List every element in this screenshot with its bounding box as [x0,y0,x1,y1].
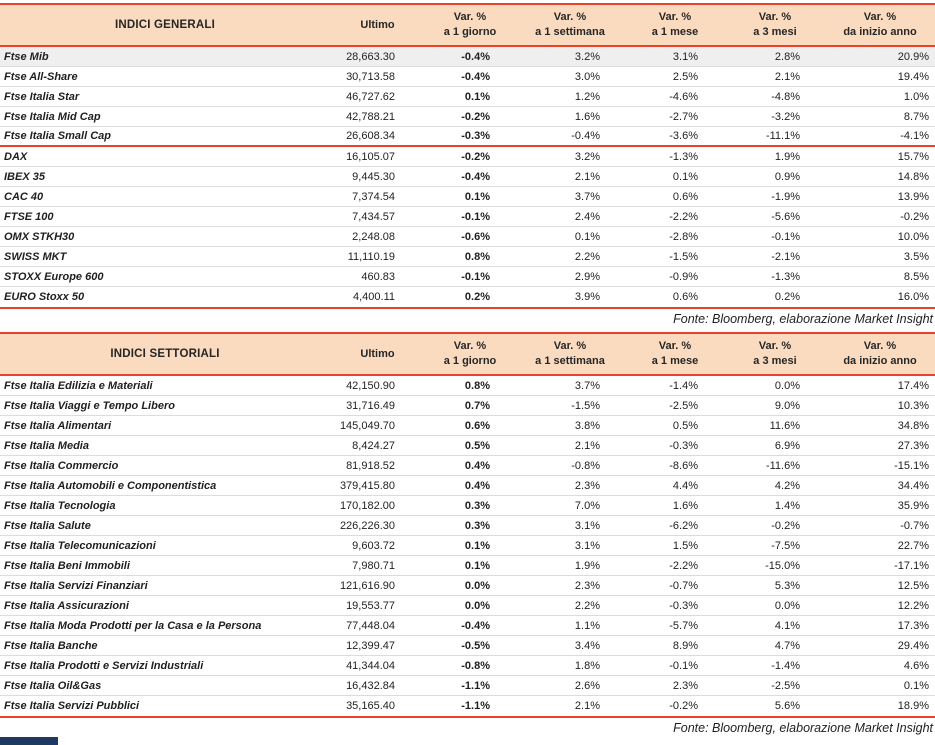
index-name: Ftse All-Share [4,70,78,83]
var-1w-value: 3.2% [574,50,600,63]
var-1d-value: -0.1% [461,270,490,283]
var-1d-value: 0.1% [464,539,490,552]
var-1d-value: -0.3% [461,130,490,142]
index-name: SWISS MKT [4,250,67,263]
var-3m-value: -5.6% [771,210,800,223]
table-row [0,676,935,696]
column-header-ultimo: Ultimo [360,18,395,31]
index-name: Ftse Italia Telecomunicazioni [4,539,156,552]
general-indices-table [0,3,935,309]
index-name: Ftse Italia Beni Immobili [4,559,130,572]
var-3m-value: 4.2% [774,479,800,492]
ultimo-value: 379,415.80 [339,479,395,492]
var-1m-value: 8.9% [672,639,698,652]
table-row [0,616,935,636]
index-name: Ftse Italia Prodotti e Servizi Industriali [4,659,204,672]
var-1w-value: 7.0% [574,499,600,512]
column-header-var-1d [425,334,515,374]
var-1m-value: -0.9% [669,270,698,283]
var-1m-value: -5.7% [669,619,698,632]
var-ytd-value: 22.7% [897,539,929,552]
index-name: Ftse Italia Moda Prodotti per la Casa e la Persona [4,619,262,632]
var-percent-label: Var. % [553,11,587,23]
index-name: Ftse Italia Assicurazioni [4,599,129,612]
table-row [0,536,935,556]
column-header-var-1w [515,334,625,374]
var-1w-value: 3.7% [574,379,600,392]
period-label: a 1 mese [651,26,699,38]
var-1m-value: -3.6% [669,130,698,142]
var-3m-value: 0.0% [774,379,800,392]
ultimo-value: 28,663.30 [346,50,395,63]
index-name: Ftse Italia Commercio [4,459,119,472]
var-3m-value: 9.0% [774,399,800,412]
table-row [0,656,935,676]
var-1d-value: -1.1% [461,700,490,712]
var-ytd-value: 17.4% [897,379,929,392]
table-row [0,267,935,287]
var-1d-value: 0.6% [464,419,490,432]
var-1w-value: -0.8% [571,459,600,472]
index-name: STOXX Europe 600 [4,270,104,283]
var-3m-value: 1.9% [774,150,800,163]
var-ytd-value: 27.3% [897,439,929,452]
var-1d-value: -0.8% [461,659,490,672]
table-header-row [0,5,935,47]
var-1m-value: -2.2% [669,559,698,572]
table-row [0,516,935,536]
column-header-var-3m [725,334,825,374]
var-1d-value: 0.7% [464,399,490,412]
index-name: EURO Stoxx 50 [4,291,85,303]
ultimo-value: 11,110.19 [347,250,395,263]
var-1w-value: 1.2% [574,90,600,103]
table-row [0,87,935,107]
table-row [0,287,935,307]
index-name: DAX [4,150,28,163]
var-ytd-value: 3.5% [903,250,929,263]
var-1w-value: 3.1% [574,519,600,532]
var-1d-value: 0.5% [464,439,490,452]
var-3m-value: 6.9% [774,439,800,452]
table-title: INDICI GENERALI [114,18,216,31]
index-name: Ftse Italia Servizi Finanziari [4,579,148,592]
period-label: a 1 giorno [443,355,497,367]
table-row [0,596,935,616]
var-1w-value: 3.0% [574,70,600,83]
column-header-var-ytd [825,5,935,45]
var-ytd-value: 4.6% [903,659,929,672]
var-1m-value: -1.4% [669,379,698,392]
index-name: Ftse Italia Oil&Gas [4,679,102,692]
var-ytd-value: -0.2% [900,210,929,223]
var-1d-value: -0.4% [461,619,490,632]
var-percent-label: Var. % [553,340,587,352]
var-3m-value: -7.5% [771,539,800,552]
index-name: Ftse Italia Edilizia e Materiali [4,379,153,392]
var-percent-label: Var. % [658,11,692,23]
var-ytd-value: -4.1% [900,130,929,142]
column-header-var-1w [515,5,625,45]
var-1m-value: -0.7% [669,579,698,592]
var-1m-value: 1.5% [672,539,698,552]
var-ytd-value: 19.4% [897,70,929,83]
table-row [0,496,935,516]
var-percent-label: Var. % [758,11,792,23]
var-1m-value: 4.4% [672,479,698,492]
var-1m-value: -0.3% [669,599,698,612]
table-row [0,107,935,127]
column-header-var-ytd [825,334,935,374]
var-ytd-value: 8.7% [903,110,929,123]
ultimo-value: 35,165.40 [346,700,395,712]
table-row [0,476,935,496]
var-ytd-value: 10.3% [897,399,929,412]
var-percent-label: Var. % [453,11,487,23]
var-ytd-value: 8.5% [903,270,929,283]
ultimo-value: 12,399.47 [346,639,395,652]
column-header-var-3m [725,5,825,45]
var-1m-value: -2.2% [669,210,698,223]
sector-indices-table [0,332,935,718]
var-1d-value: -0.5% [461,639,490,652]
var-1m-value: -4.6% [669,90,698,103]
period-label: a 1 settimana [535,355,605,367]
var-1d-value: 0.1% [464,559,490,572]
ultimo-value: 26,608.34 [346,130,395,142]
var-1d-value: -0.2% [461,110,490,123]
var-1w-value: 0.1% [574,230,600,243]
var-3m-value: 0.0% [774,599,800,612]
column-header-ultimo: Ultimo [360,347,395,360]
var-1w-value: 1.8% [574,659,600,672]
index-name: Ftse Italia Small Cap [4,130,111,142]
var-ytd-value: 29.4% [897,639,929,652]
table-body [0,376,935,716]
var-ytd-value: 1.0% [903,90,929,103]
index-name: Ftse Italia Automobili e Componentistica [4,479,217,492]
index-name: IBEX 35 [4,170,45,183]
ultimo-value: 41,344.04 [346,659,395,672]
var-ytd-value: 20.9% [897,50,929,63]
var-1m-value: 1.6% [672,499,698,512]
table-row [0,556,935,576]
var-1d-value: 0.3% [464,519,490,532]
index-name: Ftse Italia Viaggi e Tempo Libero [4,399,175,412]
ultimo-value: 81,918.52 [346,459,395,472]
ultimo-value: 9,603.72 [352,539,395,552]
var-ytd-value: 0.1% [903,679,929,692]
var-1w-value: 3.1% [574,539,600,552]
var-ytd-value: 15.7% [897,150,929,163]
var-1m-value: 2.5% [672,70,698,83]
var-ytd-value: 16.0% [897,291,929,303]
var-3m-value: 4.7% [774,639,800,652]
var-3m-value: -1.3% [771,270,800,283]
var-1d-value: -0.2% [461,150,490,163]
var-3m-value: -4.8% [771,90,800,103]
var-ytd-value: 12.5% [897,579,929,592]
var-3m-value: 4.1% [774,619,800,632]
table-title: INDICI SETTORIALI [110,347,220,360]
var-3m-value: 11.6% [769,419,800,432]
index-name: Ftse Italia Media [4,439,89,452]
table-row [0,636,935,656]
ultimo-value: 8,424.27 [352,439,395,452]
var-1w-value: 2.2% [574,250,600,263]
ultimo-value: 9,445.30 [352,170,395,183]
ultimo-value: 42,788.21 [346,110,395,123]
var-1w-value: 1.1% [574,619,600,632]
var-ytd-value: 14.8% [897,170,929,183]
period-label: a 3 mesi [753,355,797,367]
var-3m-value: -2.5% [771,679,800,692]
var-1m-value: -0.3% [669,439,698,452]
var-1d-value: -0.1% [461,210,490,223]
var-ytd-value: 17.3% [897,619,929,632]
var-percent-label: Var. % [758,340,792,352]
var-1m-value: 0.6% [672,190,698,203]
var-1w-value: 3.8% [574,419,600,432]
ultimo-value: 7,374.54 [352,190,395,203]
var-1m-value: -0.2% [669,700,698,712]
var-3m-value: 2.8% [774,50,800,63]
ultimo-value: 7,434.57 [352,210,395,223]
var-ytd-value: 34.4% [897,479,929,492]
var-1w-value: 2.4% [574,210,600,223]
var-1w-value: 2.6% [574,679,600,692]
var-1d-value: -0.4% [461,50,490,63]
ultimo-value: 42,150.90 [346,379,395,392]
var-1d-value: -1.1% [461,679,490,692]
table-row [0,187,935,207]
var-3m-value: -1.4% [771,659,800,672]
ultimo-value: 170,182.00 [339,499,395,512]
var-3m-value: -3.2% [771,110,800,123]
var-1d-value: 0.1% [464,90,490,103]
ultimo-value: 16,432.84 [346,679,395,692]
var-1m-value: 2.3% [672,679,698,692]
var-3m-value: 0.9% [774,170,800,183]
var-1m-value: -1.3% [669,150,698,163]
source-note: Fonte: Bloomberg, elaborazione Market Insight [673,721,933,735]
period-label: da inizio anno [843,355,917,367]
ultimo-value: 19,553.77 [346,599,395,612]
var-3m-value: -2.1% [771,250,800,263]
var-1d-value: -0.4% [461,170,490,183]
table-row [0,576,935,596]
var-1d-value: 0.4% [464,479,490,492]
ultimo-value: 46,727.62 [346,90,395,103]
var-1w-value: 2.1% [574,700,600,712]
var-3m-value: 0.2% [774,291,800,303]
var-1d-value: 0.8% [464,379,490,392]
var-ytd-value: -0.7% [900,519,929,532]
index-name: Ftse Italia Star [4,90,80,103]
var-3m-value: -11.6% [765,459,800,472]
var-1m-value: 3.1% [672,50,698,63]
index-name: Ftse Italia Mid Cap [4,110,101,123]
var-1d-value: -0.6% [461,230,490,243]
var-1m-value: 0.1% [672,170,698,183]
index-name: Ftse Italia Tecnologia [4,499,116,512]
table-row [0,167,935,187]
var-1m-value: -6.2% [669,519,698,532]
var-3m-value: -11.1% [765,130,800,142]
var-1d-value: 0.3% [464,499,490,512]
var-1d-value: 0.2% [464,291,490,303]
var-3m-value: -0.2% [771,519,800,532]
var-1w-value: 2.3% [574,479,600,492]
table-row [0,247,935,267]
var-1d-value: 0.8% [464,250,490,263]
var-ytd-value: 18.9% [897,700,929,712]
table-row [0,456,935,476]
var-1m-value: 0.6% [672,291,698,303]
var-percent-label: Var. % [863,11,897,23]
var-percent-label: Var. % [453,340,487,352]
var-1d-value: 0.0% [464,579,490,592]
var-1w-value: 2.3% [574,579,600,592]
table-row [0,147,935,167]
var-1m-value: -0.1% [669,659,698,672]
index-name: FTSE 100 [4,210,54,223]
var-1w-value: 1.6% [574,110,600,123]
table-row [0,396,935,416]
var-1w-value: 2.1% [574,170,600,183]
page-footer-bar [0,737,58,745]
var-1w-value: 2.2% [574,599,600,612]
var-ytd-value: 12.2% [897,599,929,612]
period-label: a 1 settimana [535,26,605,38]
table-row [0,227,935,247]
ultimo-value: 30,713.58 [346,70,395,83]
ultimo-value: 460.83 [361,270,395,283]
ultimo-value: 4,400.11 [352,291,395,303]
table-row [0,696,935,716]
ultimo-value: 77,448.04 [346,619,395,632]
var-1w-value: 3.7% [574,190,600,203]
var-1m-value: -8.6% [669,459,698,472]
ultimo-value: 2,248.08 [352,230,395,243]
table-row [0,376,935,396]
var-1m-value: -2.7% [669,110,698,123]
table-row [0,436,935,456]
table-row [0,416,935,436]
var-percent-label: Var. % [863,340,897,352]
var-1d-value: 0.1% [464,190,490,203]
var-1d-value: 0.0% [464,599,490,612]
var-3m-value: 1.4% [774,499,800,512]
column-header-var-1m [625,334,725,374]
var-1w-value: 3.9% [574,291,600,303]
var-1d-value: 0.4% [464,459,490,472]
table-body [0,47,935,307]
ultimo-value: 16,105.07 [346,150,395,163]
index-name: Ftse Italia Alimentari [4,419,112,432]
ultimo-value: 121,616.90 [339,579,395,592]
var-1w-value: 3.4% [574,639,600,652]
index-name: Ftse Mib [4,50,49,63]
var-1w-value: 3.2% [574,150,600,163]
table-row [0,67,935,87]
period-label: a 3 mesi [753,26,797,38]
var-percent-label: Var. % [658,340,692,352]
var-ytd-value: -17.1% [894,559,929,572]
ultimo-value: 31,716.49 [346,399,395,412]
source-note: Fonte: Bloomberg, elaborazione Market Insight [673,312,933,326]
index-name: CAC 40 [4,190,44,203]
ultimo-value: 145,049.70 [339,419,395,432]
var-1w-value: 2.9% [574,270,600,283]
var-ytd-value: 13.9% [897,190,929,203]
var-1m-value: -1.5% [669,250,698,263]
ultimo-value: 226,226.30 [339,519,395,532]
var-3m-value: -15.0% [765,559,800,572]
table-row [0,127,935,147]
ultimo-value: 7,980.71 [352,559,395,572]
var-ytd-value: 34.8% [897,419,929,432]
index-name: OMX STKH30 [4,230,75,243]
period-label: da inizio anno [843,26,917,38]
var-3m-value: 2.1% [774,70,800,83]
column-header-var-1m [625,5,725,45]
var-3m-value: 5.6% [774,700,800,712]
table-header-row [0,334,935,376]
var-ytd-value: 35.9% [897,499,929,512]
index-name: Ftse Italia Servizi Pubblici [4,700,140,712]
var-1w-value: -0.4% [571,130,600,142]
var-3m-value: -1.9% [771,190,800,203]
var-3m-value: 5.3% [774,579,800,592]
var-1m-value: 0.5% [672,419,698,432]
index-name: Ftse Italia Banche [4,639,98,652]
table-row [0,207,935,227]
column-header-var-1d [425,5,515,45]
index-name: Ftse Italia Salute [4,519,91,532]
var-1m-value: -2.5% [669,399,698,412]
period-label: a 1 mese [651,355,699,367]
var-1w-value: 2.1% [574,439,600,452]
period-label: a 1 giorno [443,26,497,38]
var-1w-value: 1.9% [574,559,600,572]
var-ytd-value: 10.0% [897,230,929,243]
var-1m-value: -2.8% [669,230,698,243]
table-row [0,47,935,67]
var-1w-value: -1.5% [571,399,600,412]
var-3m-value: -0.1% [771,230,800,243]
var-ytd-value: -15.1% [894,459,929,472]
var-1d-value: -0.4% [461,70,490,83]
